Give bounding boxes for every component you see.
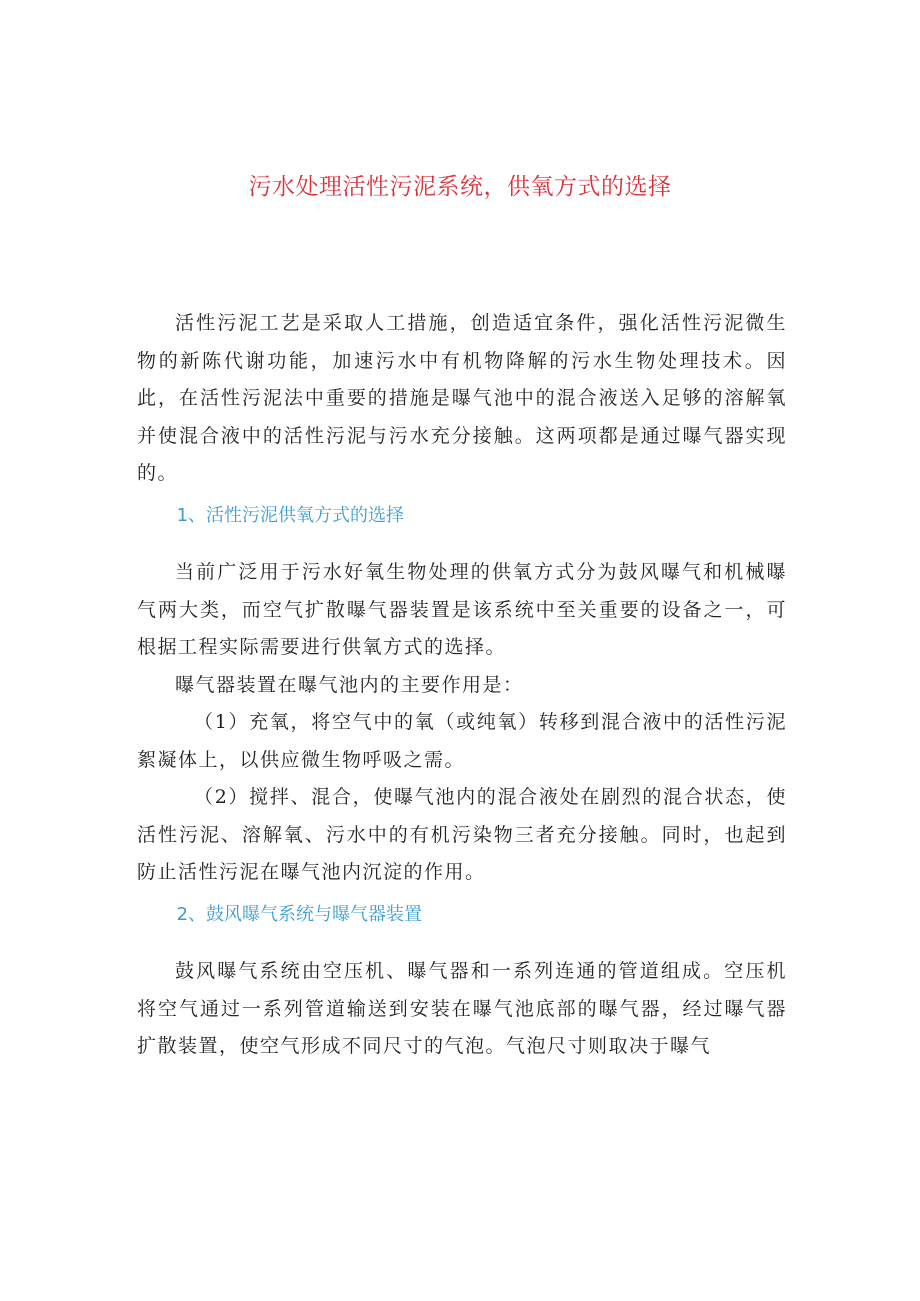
paragraph-item-2: （2）搅拌、混合，使曝气池内的混合液处在剧烈的混合状态，使活性污泥、溶解氧、污水中的有机污染物三者充分接触。同时，也起到防止活性污泥在曝气池内沉淀的作用。 (137, 786, 787, 883)
paragraph-item-1: （1）充氧，将空气中的氧（或纯氧）转移到混合液中的活性污泥絮凝体上，以供应微生物呼吸之需。 (137, 711, 787, 771)
paragraph-intro: 活性污泥工艺是采取人工措施，创造适宜条件，强化活性污泥微生物的新陈代谢功能，加速污水中有机物降解的污水生物处理技术。因此，在活性污泥法中重要的措施是曝气池中的混合液送入足够的溶解氧并使混合液中的活性污泥与污水充分接触。这两项都是通过曝气器实现的。 (137, 312, 787, 484)
section-heading-2: 2、鼓风曝气系统与曝气器装置 (176, 903, 423, 925)
paragraph-oxygen-methods: 当前广泛用于污水好氧生物处理的供氧方式分为鼓风曝气和机械曝气两大类，而空气扩散曝气器装置是该系统中至关重要的设备之一，可根据工程实际需要进行供氧方式的选择。 (137, 561, 787, 658)
paragraph-aerator-role: 曝气器装置在曝气池内的主要作用是： (175, 673, 524, 696)
section-heading-1: 1、活性污泥供氧方式的选择 (176, 504, 405, 526)
paragraph-blower-system: 鼓风曝气系统由空压机、曝气器和一系列连通的管道组成。空压机将空气通过一系列管道输送到安装在曝气池底部的曝气器，经过曝气器扩散装置，使空气形成不同尺寸的气泡。气泡尺寸则取决于曝气 (137, 960, 787, 1057)
page-title: 污水处理活性污泥系统，供氧方式的选择 (248, 174, 672, 200)
document-body (137, 305, 787, 1066)
